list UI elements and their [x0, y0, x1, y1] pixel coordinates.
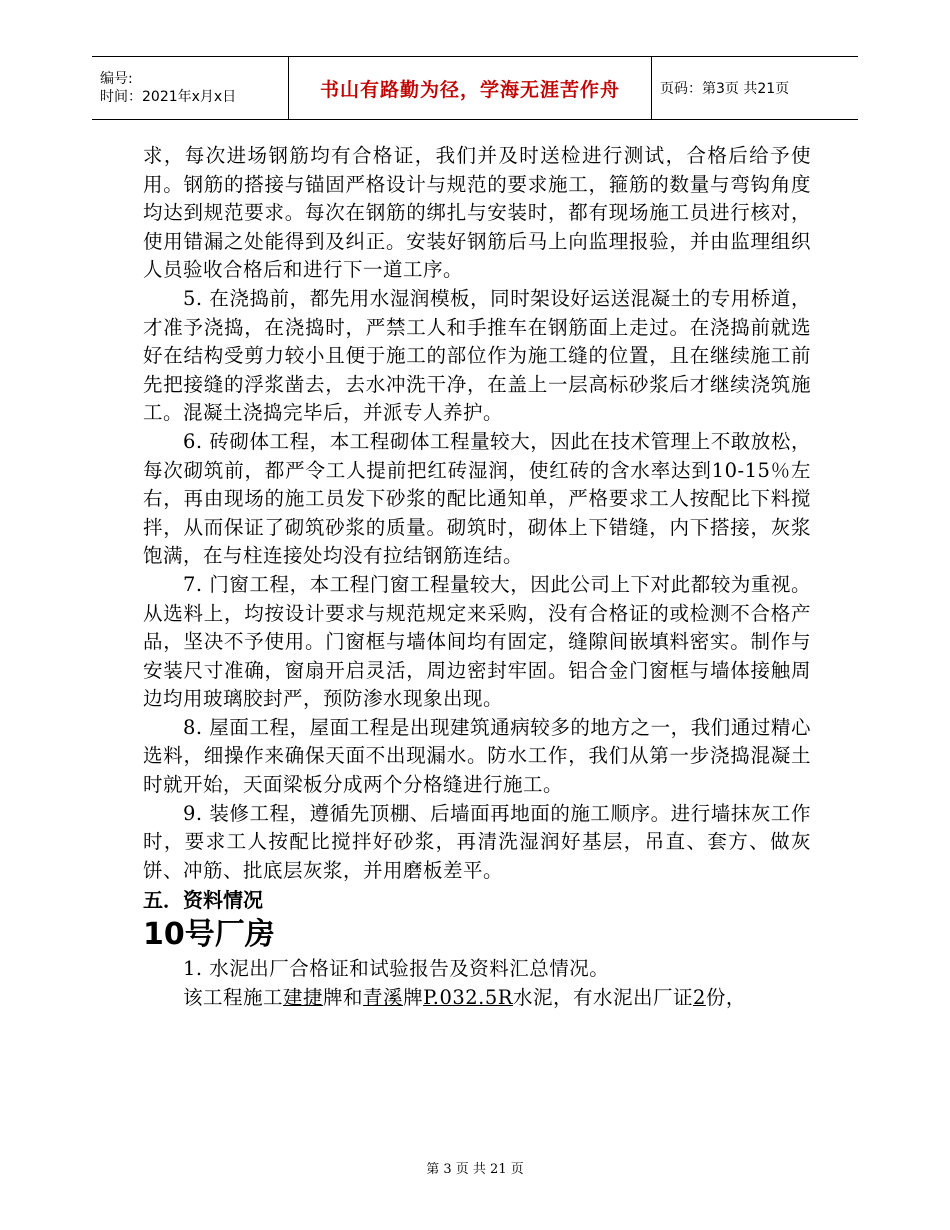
- text-run: 份，: [705, 986, 746, 1010]
- text-run: 该工程施工: [183, 986, 284, 1010]
- paragraph-cement-details: [143, 984, 811, 1013]
- document-body: [143, 142, 811, 1013]
- header-page-cell: [652, 57, 858, 119]
- page-footer: 第 3 页 共 21 页: [426, 1162, 524, 1177]
- text-run: 水泥，有水泥出厂证: [512, 986, 693, 1010]
- paragraph-rebar: 求，每次进场钢筋均有合格证，我们并及时送检进行测试，合格后给予使用。钢筋的搭接与锚固严格设计与规范的要求施工，箍筋的数量与弯钩角度均达到规范要求。每次在钢筋的绑扎与安装时，都有现场施工员进行核对，使用错漏之处能得到及纠正。安装好钢筋后马上向监理报验，并由监理组织人员验收合格后和进行下一道工序。: [143, 144, 811, 282]
- cement-grade: P.032.5R: [423, 986, 513, 1010]
- paragraph-roofing: 8. 屋面工程，屋面工程是出现建筑通病较多的地方之一，我们通过精心选料，细操作来确保天面不出现漏水。防水工作，我们从第一步浇捣混凝土时就开始，天面梁板分成两个分格缝进行施工。: [143, 715, 811, 797]
- header-motto-cell: [288, 57, 652, 119]
- text-run: 牌: [403, 986, 424, 1010]
- text-run: 牌和: [323, 986, 364, 1010]
- building-title: 10号厂房: [143, 917, 275, 953]
- paragraph-decoration: 9. 装修工程，遵循先顶棚、后墙面再地面的施工顺序。进行墙抹灰工作时，要求工人按配比搅拌好砂浆，再清洗湿润好基层，吊直、套方、做灰饼、冲筋、批底层灰浆，并用磨板差平。: [143, 801, 811, 882]
- header-meta: [92, 57, 288, 119]
- section-heading: 五．资料情况: [143, 888, 263, 913]
- paragraph-doors-windows: 7. 门窗工程，本工程门窗工程量较大，因此公司上下对此都较为重视。从选料上，均按设计要求与规范规定来采购，没有合格证的或检测不合格产品，坚决不予使用。门窗框与墙体间均有固定，缝隙间嵌填料密实。制作与安装尺寸准确，窗扇开启灵活，周边密封牢固。铝合金门窗框与墙体接触周边均用玻璃胶封严，预防渗水现象出现。: [143, 572, 811, 711]
- time-label: 时间：2021年x月x日: [100, 89, 237, 105]
- header-motto: 书山有路勤为径，学海无涯苦作舟: [319, 78, 620, 101]
- paragraph-masonry: 6. 砖砌体工程，本工程砌体工程量较大，因此在技术管理上不敢放松，每次砌筑前，都严令工人提前把红砖湿润，使红砖的含水率达到10-15％左右，再由现场的施工员发下砂浆的配比通知单，严格要求工人按配比下料搅拌，从而保证了砌筑砂浆的质量。砌筑时，砌体上下错缝，内下搭接，灰浆饱满，在与柱连接处均没有拉结钢筋连结。: [143, 429, 811, 568]
- page-header: [92, 56, 858, 120]
- number-label: 编号:: [100, 71, 133, 87]
- header-page-label: 页码：第3页 共21页: [660, 81, 790, 97]
- paragraph-concrete-pouring: 5. 在浇捣前，都先用水湿润模板，同时架设好运送混凝土的专用桥道，才准予浇捣，在浇捣时，严禁工人和手推车在钢筋面上走过。在浇捣前就选好在结构受剪力较小且便于施工的部位作为施工缝的位置，且在继续施工前先把接缝的浮浆凿去，去水冲洗干净，在盖上一层高标砂浆后才继续浇筑施工。混凝土浇捣完毕后，并派专人养护。: [143, 286, 811, 425]
- certificate-count: 2: [692, 986, 706, 1010]
- item-cement-certificates: 1. 水泥出厂合格证和试验报告及资料汇总情况。: [183, 957, 610, 981]
- brand-qingxi: 青溪: [363, 986, 404, 1010]
- brand-jianjie: 建捷: [283, 986, 324, 1010]
